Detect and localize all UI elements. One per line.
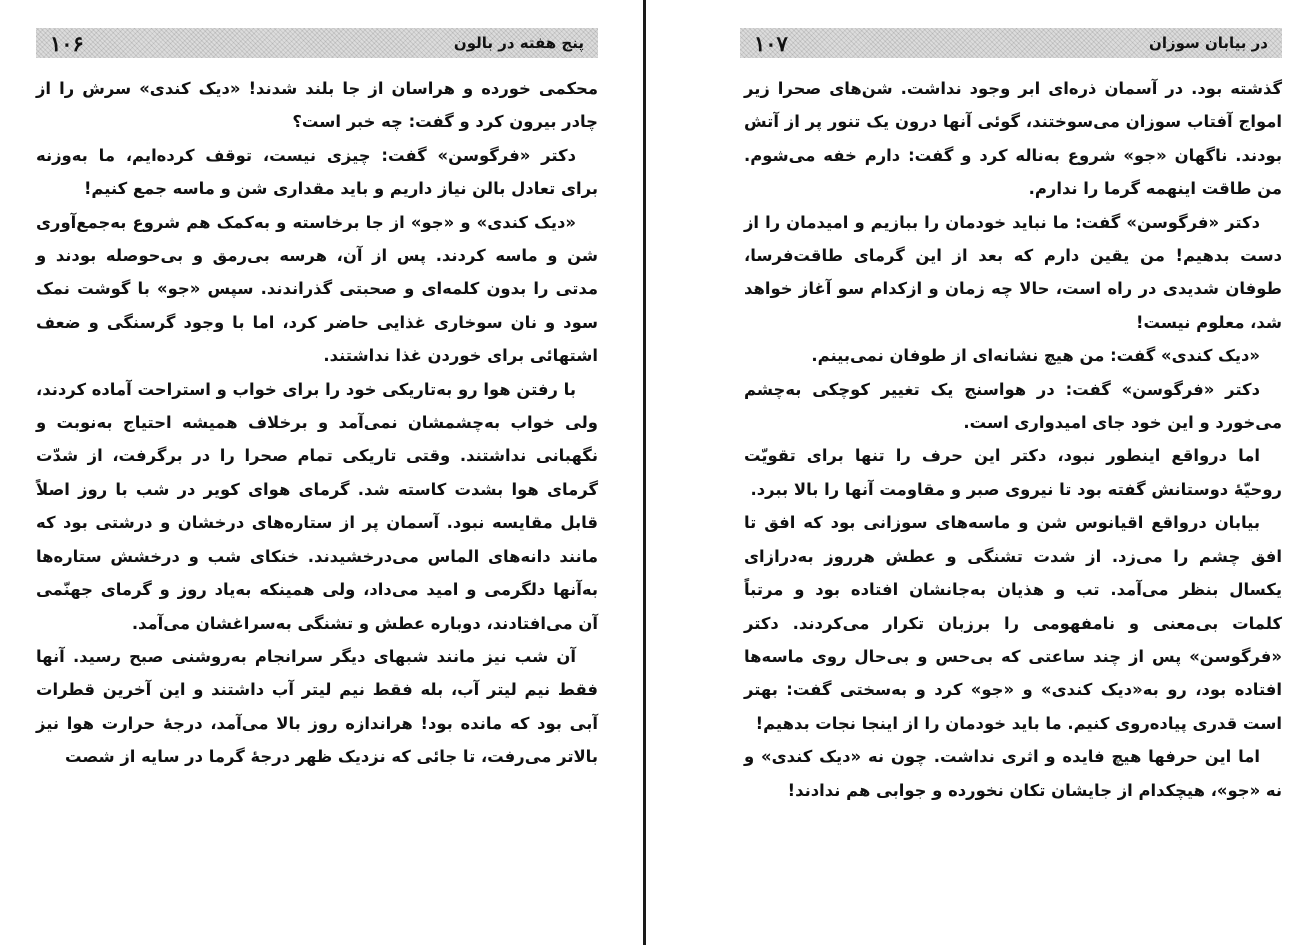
right-page-number: ۱۰۷: [754, 30, 788, 56]
paragraph: دکتر «فرگوسن» گفت: ما نباید خودمان را ببازیم و امیدمان را از دست بدهیم! من یقین دارم که بعد از این گرمای طاقت‌فرسا، طوفان شدیدی در راه است، حالا چه زمان و ازکدام سو آغاز خواهد شد، معلوم نیست!: [744, 212, 1282, 332]
paragraph: «دیک کندی» گفت: من هیچ نشانه‌ای از طوفان نمی‌بینم.: [811, 346, 1260, 366]
book-gutter: [643, 0, 646, 945]
left-page-body: [36, 72, 598, 774]
paragraph: بیابان درواقع اقیانوس شن و ماسه‌های سوزانی بود که افق تا افق چشم را می‌زد. از شدت تشنگی و عطش هرروز به‌درازای یکسال بنظر می‌آمد. تب و هذیان به‌جانشان افتاده بود و مرتباً کلمات بی‌معنی و نامفهومی را برزبان تکرار می‌کردند. دکتر «فرگوسن» پس از چند ساعتی که بی‌حس و بی‌حال روی ماسه‌ها افتاده بود، رو به«دیک کندی» و «جو» کرد و به‌سختی گفت: بهتر است قدری پیاده‌روی کنیم. ما باید خودمان را از اینجا نجات بدهیم!: [744, 513, 1282, 733]
right-running-title: در بیابان سوزان: [1149, 34, 1268, 52]
paragraph: با رفتن هوا رو به‌تاریکی خود را برای خواب و استراحت آماده کردند، ولی خواب به‌چشمشان نمی‌آمد و برخلاف همیشه احتیاج به‌نوبت و نگهبانی نداشتند. وقتی تاریکی تمام صحرا را در برگرفت، از شدّت گرمای هوا بشدت کاسته شد. گرمای هوای کویر در شب با روز اصلاً قابل مقایسه نبود. آسمان پر از ستاره‌های درخشان و درشتی بود که مانند دانه‌های الماس می‌درخشیدند. خنکای شب و درخشش ستاره‌ها به‌آنها دلگرمی و امید می‌داد، ولی همینکه به‌یاد روز و گرمای جهنّمی آن می‌افتادند، دوباره عطش و تشنگی به‌سراغشان می‌آمد.: [36, 379, 598, 633]
paragraph: دکتر «فرگوسن» گفت: چیزی نیست، توقف کرده‌ایم، ما به‌وزنه برای تعادل بالن نیاز داریم و باید مقداری شن و ماسه جمع کنیم!: [36, 145, 598, 199]
right-page: [648, 0, 1304, 945]
paragraph: گذشته بود. در آسمان ذره‌ای ابر وجود نداشت. شن‌های صحرا زیر امواج آفتاب سوزان می‌سوختند، گوئی آنها درون یک تنور پر از آتش بودند. ناگهان «جو» شروع به‌ناله کرد و گفت: دارم خفه می‌شوم. من طاقت اینهمه گرما را ندارم.: [744, 79, 1282, 199]
paragraph: اما درواقع اینطور نبود، دکتر این حرف را تنها برای تقویّت روحیّهٔ دوستانش گفته بود تا نیروی صبر و مقاومت آنها را بالا ببرد.: [744, 446, 1282, 499]
paragraph: دکتر «فرگوسن» گفت: در هواسنج یک تغییر کوچکی به‌چشم می‌خورد و این خود جای امیدواری است.: [744, 379, 1282, 433]
paragraph: آن شب نیز مانند شبهای دیگر سرانجام به‌روشنی صبح رسید. آنها فقط نیم لیتر آب، بله فقط نیم لیتر آب داشتند و این آخرین قطرات آبی بود که مانده بود! هراندازه روز بالا می‌آمد، درجهٔ حرارت هوا نیز بالاتر می‌رفت، تا جائی که نزدیک ظهر درجهٔ گرما در سایه از شصت: [36, 646, 598, 767]
paragraph: اما این حرفها هیچ فایده و اثری نداشت. چون نه «دیک کندی» و نه «جو»، هیچکدام از جایشان تکان نخورده و جوابی هم ندادند!: [744, 747, 1282, 800]
right-page-header: [740, 28, 1282, 58]
left-page: [0, 0, 644, 945]
left-page-header: [36, 28, 598, 58]
paragraph: محکمی خورده و هراسان از جا بلند شدند! «دیک کندی» سرش را از چادر بیرون کرد و گفت: چه خبر است؟: [36, 79, 598, 132]
paragraph: «دیک کندی» و «جو» از جا برخاسته و به‌کمک هم شروع به‌جمع‌آوری شن و ماسه کردند. پس از آن، هرسه بی‌رمق و بی‌حوصله بودند و مدتی را بدون کلمه‌ای و صحبتی گذراندند. سپس «جو» با گوشت نمک سود و نان سوخاری غذایی حاضر کرد، اما با وجود گرسنگی و ضعف اشتهائی برای خوردن غذا نداشتند.: [36, 212, 598, 366]
left-page-number: ۱۰۶: [50, 30, 84, 56]
left-running-title: پنج هفته در بالون: [453, 34, 584, 52]
right-page-body: [744, 72, 1282, 807]
